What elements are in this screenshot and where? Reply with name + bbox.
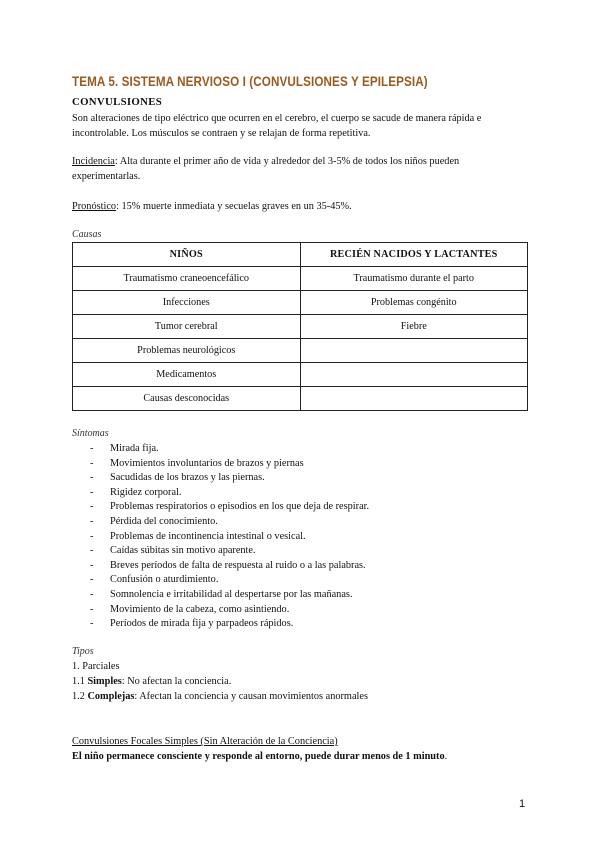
incidencia-text: : Alta durante el primer año de vida y alrededor del 3-5% de todos los niños pueden experimentarlas. — [72, 156, 460, 182]
table-cell — [300, 339, 528, 363]
bullet-dash: - — [90, 530, 94, 542]
bullet-dash: - — [90, 559, 94, 571]
bullet-dash: - — [90, 501, 94, 513]
table-cell: Problemas neurológicos — [73, 339, 301, 363]
focal-description-end: . — [444, 751, 448, 762]
incidencia-label: Incidencia — [72, 156, 115, 167]
list-item-text: Caídas súbitas sin motivo aparente. — [110, 545, 256, 557]
table-cell — [300, 363, 528, 387]
section-heading: CONVULSIONES — [72, 96, 162, 108]
tipos-item-simples — [72, 676, 231, 687]
bullet-dash: - — [90, 515, 94, 527]
list-item-text: Somnolencia e irritabilidad al despertarse por las mañanas. — [110, 588, 353, 600]
tipos-item-term: Simples — [87, 676, 122, 687]
list-item — [90, 617, 369, 632]
sintomas-label: Síntomas — [72, 428, 109, 439]
bullet-dash: - — [90, 574, 94, 586]
list-item-text: Rigidez corporal. — [110, 486, 182, 498]
page-number: 1 — [519, 798, 526, 810]
incidencia-paragraph — [72, 154, 527, 184]
list-item-text: Pérdida del conocimiento. — [110, 515, 218, 527]
causes-table — [72, 242, 528, 411]
bullet-dash: - — [90, 443, 94, 454]
pronostico-text: : 15% muerte inmediata y secuelas graves en un 35-45%. — [116, 201, 352, 212]
bullet-dash: - — [90, 545, 94, 557]
table-header-row — [73, 243, 528, 267]
table-cell: Fiebre — [300, 315, 528, 339]
list-item-text: Mirada fija. — [110, 443, 159, 454]
pronostico-label: Pronóstico — [72, 201, 117, 212]
table-row — [73, 291, 528, 315]
causas-label: Causas — [72, 229, 102, 240]
table-row — [73, 339, 528, 363]
page-title: TEMA 5. SISTEMA NERVIOSO I (CONVULSIONES Y EPILEPSIA) — [72, 74, 428, 89]
list-item-text: Movimiento de la cabeza, como asintiendo. — [110, 603, 290, 615]
tipos-label: Tipos — [72, 646, 94, 657]
list-item — [90, 530, 369, 545]
list-item-text: Confusión o aturdimiento. — [110, 574, 219, 586]
bullet-dash: - — [90, 472, 94, 484]
table-row — [73, 267, 528, 291]
tipos-item-complejas — [72, 691, 368, 702]
list-item — [90, 500, 369, 515]
table-row — [73, 387, 528, 411]
table-cell: Tumor cerebral — [73, 315, 301, 339]
list-item-text: Períodos de mirada fija y parpadeos rápidos. — [110, 618, 294, 630]
list-item — [90, 588, 369, 603]
focal-description-text: El niño permanece consciente y responde al entorno, puede durar menos de 1 minuto — [72, 751, 445, 762]
list-item — [90, 515, 369, 530]
table-cell: Problemas congénito — [300, 291, 528, 315]
intro-paragraph: Son alteraciones de tipo eléctrico que ocurren en el cerebro, el cuerpo se sacude de manera rápida e incontrolable. Los músculos se contraen y se relajan de forma repetitiva. — [72, 113, 482, 139]
list-item-text: Problemas respiratorios o episodios en los que deja de respirar. — [110, 501, 370, 513]
list-item-text: Sacudidas de los brazos y las piernas. — [110, 472, 265, 484]
table-cell: Traumatismo craneoencefálico — [73, 267, 301, 291]
list-item — [90, 573, 369, 588]
tipos-item-term: Complejas — [87, 691, 135, 702]
list-item — [90, 457, 369, 472]
list-item-text: Problemas de incontinencia intestinal o vesical. — [110, 530, 306, 542]
column-header-ninos: NIÑOS — [73, 243, 301, 267]
list-item-text: Movimientos involuntarios de brazos y piernas — [110, 457, 304, 469]
bullet-dash: - — [90, 603, 94, 615]
list-item — [90, 603, 369, 618]
focal-section-description — [72, 751, 447, 762]
bullet-dash: - — [90, 486, 94, 498]
list-item — [90, 486, 369, 501]
table-row — [73, 315, 528, 339]
table-cell: Infecciones — [73, 291, 301, 315]
table-cell: Traumatismo durante el parto — [300, 267, 528, 291]
column-header-recien-nacidos: RECIÉN NACIDOS Y LACTANTES — [300, 243, 528, 267]
list-item — [90, 544, 369, 559]
table-cell — [300, 387, 528, 411]
list-item — [90, 442, 369, 457]
list-item-text: Breves períodos de falta de respuesta al ruido o a las palabras. — [110, 559, 366, 571]
tipos-item-text: : No afectan la conciencia. — [121, 676, 232, 687]
table-cell: Medicamentos — [73, 363, 301, 387]
symptoms-list — [90, 442, 369, 632]
bullet-dash: - — [90, 457, 94, 469]
tipos-item-text: : Afectan la conciencia y causan movimientos anormales — [134, 691, 368, 702]
list-item — [90, 559, 369, 574]
table-row — [73, 363, 528, 387]
pronostico-paragraph — [72, 199, 527, 214]
tipos-item-number: 1.1 — [72, 676, 88, 687]
bullet-dash: - — [90, 588, 94, 600]
tipos-item-number: 1.2 — [72, 691, 88, 702]
bullet-dash: - — [90, 618, 94, 630]
list-item — [90, 471, 369, 486]
table-cell: Causas desconocidas — [73, 387, 301, 411]
tipos-item-parciales: 1. Parciales — [72, 661, 120, 672]
focal-section-title: Convulsiones Focales Simples (Sin Alteración de la Conciencia) — [72, 736, 338, 747]
